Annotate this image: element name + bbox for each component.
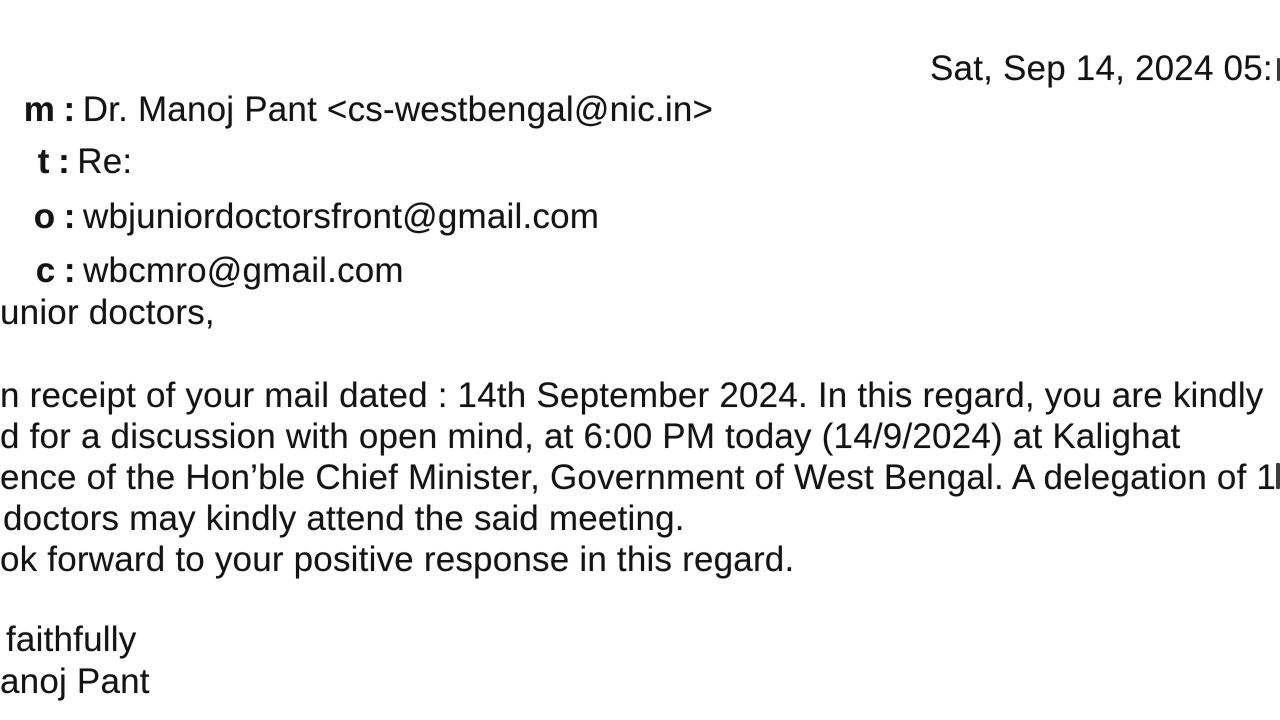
subject-label-fragment: t : [37,142,70,181]
body-line-1: n receipt of your mail dated : 14th September 2024. In this regard, you are kindly [0,376,1264,415]
to-label-fragment: o : [33,197,75,236]
body-line-3: ence of the Hon’ble Chief Minister, Government of West Bengal. A delegation of 1 [0,458,1277,497]
greeting-fragment: unior doctors, [0,293,215,332]
date-sent-fragment: Sat, Sep 14, 2024 05: [930,49,1273,88]
signature-faithfully-fragment: faithfully [6,620,137,659]
from-label-fragment: m : [23,90,75,129]
body-line-4: doctors may kindly attend the said meeting. [3,499,685,538]
from-value: Dr. Manoj Pant <cs-westbengal@nic.in> [82,90,714,129]
to-value: wbjuniordoctorsfront@gmail.com [82,197,600,236]
cc-value: wbcmro@gmail.com [83,251,404,290]
body-line-2: d for a discussion with open mind, at 6:00 PM today (14/9/2024) at Kalighat [0,417,1181,456]
cc-label-fragment: c : [35,251,76,290]
subject-value: Re: [77,142,133,181]
signature-name-fragment: anoj Pant [0,662,150,701]
clipped-glyph-sliver [1276,463,1280,489]
body-line-5: ok forward to your positive response in this regard. [0,540,795,579]
